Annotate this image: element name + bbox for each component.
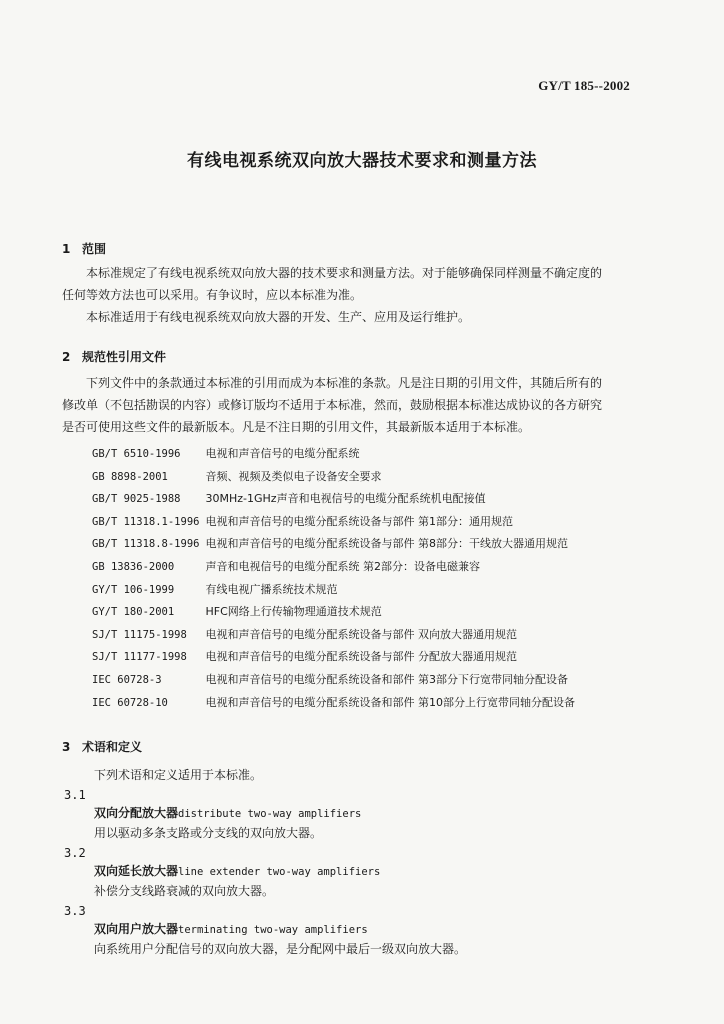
term-chinese: 双向分配放大器 <box>94 806 179 820</box>
reference-code: GB 13836-2000 <box>92 560 175 573</box>
reference-title: 电视和声音信号的电缆分配系统 <box>205 447 360 460</box>
reference-item <box>92 669 652 692</box>
term-definition: 补偿分支线路衰减的双向放大器。 <box>94 884 275 898</box>
term-chinese: 双向延长放大器 <box>94 864 179 878</box>
section-2-heading <box>62 348 166 365</box>
reference-title: 声音和电视信号的电缆分配系统 第2部分：设备电磁兼容 <box>205 559 480 573</box>
section-2-para-line-1: 下列文件中的条款通过本标准的引用而成为本标准的条款。凡是注日期的引用文件，其随后所有的 <box>86 376 603 390</box>
reference-item <box>92 466 652 489</box>
reference-item <box>92 646 652 669</box>
document-title: 有线电视系统双向放大器技术要求和测量方法 <box>187 151 537 171</box>
reference-title: 有线电视广播系统技术规范 <box>205 582 338 596</box>
section-1-para-1-line-1: 本标准规定了有线电视系统双向放大器的技术要求和测量方法。对于能够确保同样测量不确定度的 <box>86 266 603 280</box>
reference-code: GB/T 9025-1988 <box>92 493 181 506</box>
term-definition: 向系统用户分配信号的双向放大器，是分配网中最后一级双向放大器。 <box>94 942 467 956</box>
section-2-para-line-2: 修改单（不包括勘误的内容）或修订版均不适用于本标准，然而，鼓励根据本标准达成协议的各方研究 <box>62 398 603 412</box>
section-1-number: 1 <box>62 242 71 256</box>
section-1-title: 范围 <box>82 242 107 256</box>
reference-title: 电视和声音信号的电缆分配系统设备和部件 第10部分上行宽带同轴分配设备 <box>205 695 575 709</box>
reference-title: 30MHz-1GHz声音和电视信号的电缆分配系统机电配接值 <box>205 492 486 506</box>
section-2-number: 2 <box>62 350 71 364</box>
normative-references-list <box>92 443 652 714</box>
section-2-title: 规范性引用文件 <box>82 350 167 364</box>
reference-code: IEC 60728-10 <box>92 696 168 709</box>
reference-item <box>92 579 652 602</box>
section-3-title: 术语和定义 <box>82 740 143 754</box>
reference-code: SJ/T 11175-1998 <box>92 628 187 641</box>
clause-number: 3.3 <box>64 904 86 918</box>
term-chinese: 双向用户放大器 <box>94 922 179 936</box>
reference-title: HFC网络上行传输物理通道技术规范 <box>205 605 382 619</box>
section-1-para-1 <box>62 262 640 328</box>
reference-item <box>92 601 652 624</box>
reference-code: GB 8898-2001 <box>92 470 168 483</box>
reference-title: 音频、视频及类似电子设备安全要求 <box>205 469 382 483</box>
clause-number: 3.1 <box>64 788 86 802</box>
standard-code: GY/T 185--2002 <box>538 78 630 93</box>
reference-code: GB/T 11318.1-1996 <box>92 515 200 528</box>
term-entry <box>94 920 368 937</box>
reference-item <box>92 511 652 534</box>
reference-title: 电视和声音信号的电缆分配系统设备和部件 第3部分下行宽带同轴分配设备 <box>205 672 568 686</box>
reference-code: GY/T 180-2001 <box>92 606 175 619</box>
clause-number: 3.2 <box>64 846 86 860</box>
section-3-heading <box>62 738 142 755</box>
reference-title: 电视和声音信号的电缆分配系统设备与部件 第8部分：干线放大器通用规范 <box>205 537 568 551</box>
section-3-intro: 下列术语和定义适用于本标准。 <box>94 768 263 782</box>
section-2-para <box>62 372 640 438</box>
section-2-para-line-3: 是否可使用这些文件的最新版本。凡是不注日期的引用文件，其最新版本适用于本标准。 <box>62 420 531 434</box>
reference-code: GB/T 6510-1996 <box>92 448 181 460</box>
reference-code: IEC 60728-3 <box>92 673 162 686</box>
section-3-number: 3 <box>62 740 71 754</box>
term-english: distribute two-way amplifiers <box>178 808 362 820</box>
term-english: line extender two-way amplifiers <box>178 866 381 878</box>
term-definition: 用以驱动多条支路或分支线的双向放大器。 <box>94 826 323 840</box>
reference-item <box>92 488 652 511</box>
section-1-para-1-line-2: 任何等效方法也可以采用。有争议时，应以本标准为准。 <box>62 288 363 302</box>
section-1-heading <box>62 240 106 257</box>
reference-code: GY/T 106-1999 <box>92 583 175 596</box>
reference-item <box>92 556 652 579</box>
term-entry <box>94 862 380 879</box>
reference-title: 电视和声音信号的电缆分配系统设备与部件 第1部分：通用规范 <box>205 514 513 528</box>
reference-code: SJ/T 11177-1998 <box>92 651 187 664</box>
section-1-para-2: 本标准适用于有线电视系统双向放大器的开发、生产、应用及运行维护。 <box>86 310 471 324</box>
reference-item <box>92 624 652 647</box>
reference-item <box>92 443 652 466</box>
reference-item <box>92 692 652 715</box>
term-english: terminating two-way amplifiers <box>178 924 368 936</box>
term-entry <box>94 804 361 821</box>
reference-item <box>92 533 652 556</box>
reference-title: 电视和声音信号的电缆分配系统设备与部件 双向放大器通用规范 <box>205 627 517 641</box>
reference-title: 电视和声音信号的电缆分配系统设备与部件 分配放大器通用规范 <box>205 650 517 664</box>
reference-code: GB/T 11318.8-1996 <box>92 538 200 551</box>
